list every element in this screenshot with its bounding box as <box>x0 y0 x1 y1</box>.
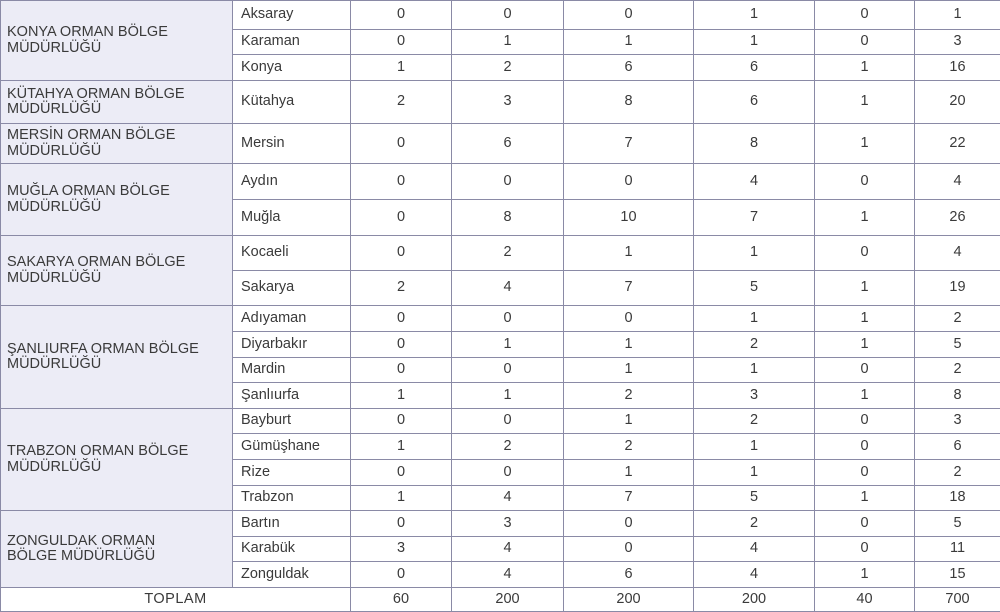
province-name: Trabzon <box>233 486 351 511</box>
value-cell: 1 <box>564 332 694 358</box>
province-name: Karabük <box>233 537 351 562</box>
row-total-cell: 2 <box>915 306 1000 332</box>
row-total-cell: 2 <box>915 460 1000 486</box>
value-cell: 0 <box>351 409 452 434</box>
value-cell: 1 <box>694 236 815 271</box>
value-cell: 1 <box>351 486 452 511</box>
region-name: KÜTAHYA ORMAN BÖLGE MÜDÜRLÜĞÜ <box>7 87 207 117</box>
value-cell: 1 <box>815 55 915 81</box>
table-row <box>1 81 1000 124</box>
row-total-cell: 4 <box>915 236 1000 271</box>
value-cell: 0 <box>452 358 564 383</box>
value-cell: 0 <box>815 358 915 383</box>
province-name: Gümüşhane <box>233 434 351 460</box>
province-name: Bartın <box>233 511 351 537</box>
value-cell: 8 <box>452 200 564 236</box>
province-name: Şanlıurfa <box>233 383 351 409</box>
region-cell <box>1 81 233 124</box>
value-cell: 1 <box>564 30 694 55</box>
region-cell <box>1 306 233 409</box>
table-row <box>1 236 1000 271</box>
row-total-cell: 20 <box>915 81 1000 124</box>
province-name: Muğla <box>233 200 351 236</box>
row-total-cell: 5 <box>915 511 1000 537</box>
value-cell: 0 <box>351 236 452 271</box>
table-row <box>1 306 1000 332</box>
value-cell: 4 <box>694 164 815 200</box>
value-cell: 5 <box>694 486 815 511</box>
value-cell: 1 <box>452 30 564 55</box>
province-name: Diyarbakır <box>233 332 351 358</box>
total-value-cell: 200 <box>694 588 815 612</box>
table-row <box>1 511 1000 537</box>
region-cell <box>1 409 233 511</box>
region-cell <box>1 164 233 236</box>
value-cell: 4 <box>452 271 564 306</box>
total-value-cell: 40 <box>815 588 915 612</box>
value-cell: 4 <box>452 537 564 562</box>
row-total-cell: 2 <box>915 358 1000 383</box>
value-cell: 2 <box>351 81 452 124</box>
row-total-cell: 5 <box>915 332 1000 358</box>
value-cell: 2 <box>351 271 452 306</box>
province-name: Adıyaman <box>233 306 351 332</box>
province-name: Bayburt <box>233 409 351 434</box>
region-cell <box>1 511 233 588</box>
value-cell: 1 <box>815 271 915 306</box>
total-value-cell: 700 <box>915 588 1000 612</box>
value-cell: 3 <box>351 537 452 562</box>
province-name: Zonguldak <box>233 562 351 588</box>
total-value-cell: 200 <box>452 588 564 612</box>
value-cell: 1 <box>815 124 915 164</box>
value-cell: 1 <box>815 306 915 332</box>
value-cell: 0 <box>351 460 452 486</box>
value-cell: 6 <box>564 562 694 588</box>
table-row <box>1 1 1000 30</box>
province-name: Sakarya <box>233 271 351 306</box>
row-total-cell: 11 <box>915 537 1000 562</box>
region-cell <box>1 1 233 81</box>
value-cell: 3 <box>452 511 564 537</box>
value-cell: 1 <box>564 460 694 486</box>
value-cell: 0 <box>351 30 452 55</box>
region-name: MERSİN ORMAN BÖLGE MÜDÜRLÜĞÜ <box>7 128 207 158</box>
row-total-cell: 22 <box>915 124 1000 164</box>
province-name: Konya <box>233 55 351 81</box>
value-cell: 0 <box>351 358 452 383</box>
value-cell: 0 <box>351 124 452 164</box>
table-body <box>1 1 1000 612</box>
value-cell: 1 <box>815 200 915 236</box>
value-cell: 2 <box>564 383 694 409</box>
value-cell: 0 <box>351 1 452 30</box>
value-cell: 6 <box>564 55 694 81</box>
value-cell: 1 <box>815 486 915 511</box>
value-cell: 4 <box>694 537 815 562</box>
value-cell: 0 <box>815 164 915 200</box>
value-cell: 1 <box>815 332 915 358</box>
value-cell: 0 <box>564 537 694 562</box>
table-row <box>1 409 1000 434</box>
value-cell: 1 <box>351 434 452 460</box>
row-total-cell: 1 <box>915 1 1000 30</box>
value-cell: 1 <box>815 562 915 588</box>
value-cell: 0 <box>815 537 915 562</box>
value-cell: 5 <box>694 271 815 306</box>
value-cell: 7 <box>564 271 694 306</box>
province-name: Aksaray <box>233 1 351 30</box>
value-cell: 0 <box>452 409 564 434</box>
total-label: TOPLAM <box>1 588 351 612</box>
value-cell: 2 <box>694 332 815 358</box>
value-cell: 4 <box>452 562 564 588</box>
value-cell: 0 <box>815 409 915 434</box>
value-cell: 0 <box>815 236 915 271</box>
region-name: MUĞLA ORMAN BÖLGE MÜDÜRLÜĞÜ <box>7 184 207 214</box>
region-name: KONYA ORMAN BÖLGE MÜDÜRLÜĞÜ <box>7 25 207 55</box>
value-cell: 1 <box>694 460 815 486</box>
region-cell <box>1 236 233 306</box>
value-cell: 1 <box>564 358 694 383</box>
value-cell: 7 <box>564 124 694 164</box>
region-cell <box>1 124 233 164</box>
province-name: Mersin <box>233 124 351 164</box>
value-cell: 8 <box>564 81 694 124</box>
value-cell: 0 <box>564 1 694 30</box>
value-cell: 1 <box>694 358 815 383</box>
province-name: Rize <box>233 460 351 486</box>
value-cell: 1 <box>815 81 915 124</box>
value-cell: 0 <box>351 511 452 537</box>
value-cell: 1 <box>452 383 564 409</box>
value-cell: 1 <box>694 306 815 332</box>
value-cell: 0 <box>815 434 915 460</box>
value-cell: 1 <box>564 409 694 434</box>
table-row <box>1 164 1000 200</box>
value-cell: 0 <box>452 460 564 486</box>
value-cell: 0 <box>351 164 452 200</box>
value-cell: 1 <box>694 1 815 30</box>
value-cell: 0 <box>564 511 694 537</box>
value-cell: 8 <box>694 124 815 164</box>
row-total-cell: 3 <box>915 30 1000 55</box>
value-cell: 7 <box>694 200 815 236</box>
value-cell: 0 <box>351 306 452 332</box>
value-cell: 0 <box>564 306 694 332</box>
value-cell: 1 <box>351 55 452 81</box>
value-cell: 2 <box>694 511 815 537</box>
row-total-cell: 18 <box>915 486 1000 511</box>
row-total-cell: 8 <box>915 383 1000 409</box>
value-cell: 0 <box>815 1 915 30</box>
total-value-cell: 60 <box>351 588 452 612</box>
value-cell: 1 <box>452 332 564 358</box>
row-total-cell: 26 <box>915 200 1000 236</box>
value-cell: 0 <box>351 200 452 236</box>
value-cell: 2 <box>564 434 694 460</box>
value-cell: 6 <box>694 81 815 124</box>
province-name: Karaman <box>233 30 351 55</box>
value-cell: 0 <box>452 306 564 332</box>
value-cell: 2 <box>452 236 564 271</box>
value-cell: 10 <box>564 200 694 236</box>
value-cell: 0 <box>452 1 564 30</box>
value-cell: 4 <box>452 486 564 511</box>
value-cell: 1 <box>564 236 694 271</box>
row-total-cell: 6 <box>915 434 1000 460</box>
value-cell: 3 <box>694 383 815 409</box>
row-total-cell: 3 <box>915 409 1000 434</box>
value-cell: 0 <box>351 562 452 588</box>
value-cell: 0 <box>452 164 564 200</box>
row-total-cell: 4 <box>915 164 1000 200</box>
value-cell: 0 <box>815 30 915 55</box>
value-cell: 0 <box>815 460 915 486</box>
value-cell: 2 <box>452 434 564 460</box>
value-cell: 0 <box>351 332 452 358</box>
value-cell: 6 <box>452 124 564 164</box>
row-total-cell: 15 <box>915 562 1000 588</box>
value-cell: 4 <box>694 562 815 588</box>
row-total-cell: 16 <box>915 55 1000 81</box>
value-cell: 0 <box>564 164 694 200</box>
total-value-cell: 200 <box>564 588 694 612</box>
region-name: ŞANLIURFA ORMAN BÖLGE MÜDÜRLÜĞÜ <box>7 342 207 372</box>
value-cell: 7 <box>564 486 694 511</box>
value-cell: 1 <box>351 383 452 409</box>
region-name: SAKARYA ORMAN BÖLGE MÜDÜRLÜĞÜ <box>7 255 207 285</box>
province-name: Kocaeli <box>233 236 351 271</box>
value-cell: 2 <box>452 55 564 81</box>
province-name: Aydın <box>233 164 351 200</box>
value-cell: 0 <box>815 511 915 537</box>
value-cell: 3 <box>452 81 564 124</box>
value-cell: 1 <box>815 383 915 409</box>
value-cell: 1 <box>694 434 815 460</box>
table-row <box>1 124 1000 164</box>
region-name: ZONGULDAK ORMAN BÖLGE MÜDÜRLÜĞÜ <box>7 534 207 564</box>
province-name: Mardin <box>233 358 351 383</box>
total-row <box>1 588 1000 612</box>
row-total-cell: 19 <box>915 271 1000 306</box>
value-cell: 6 <box>694 55 815 81</box>
province-name: Kütahya <box>233 81 351 124</box>
value-cell: 1 <box>694 30 815 55</box>
region-name: TRABZON ORMAN BÖLGE MÜDÜRLÜĞÜ <box>7 444 207 474</box>
value-cell: 2 <box>694 409 815 434</box>
